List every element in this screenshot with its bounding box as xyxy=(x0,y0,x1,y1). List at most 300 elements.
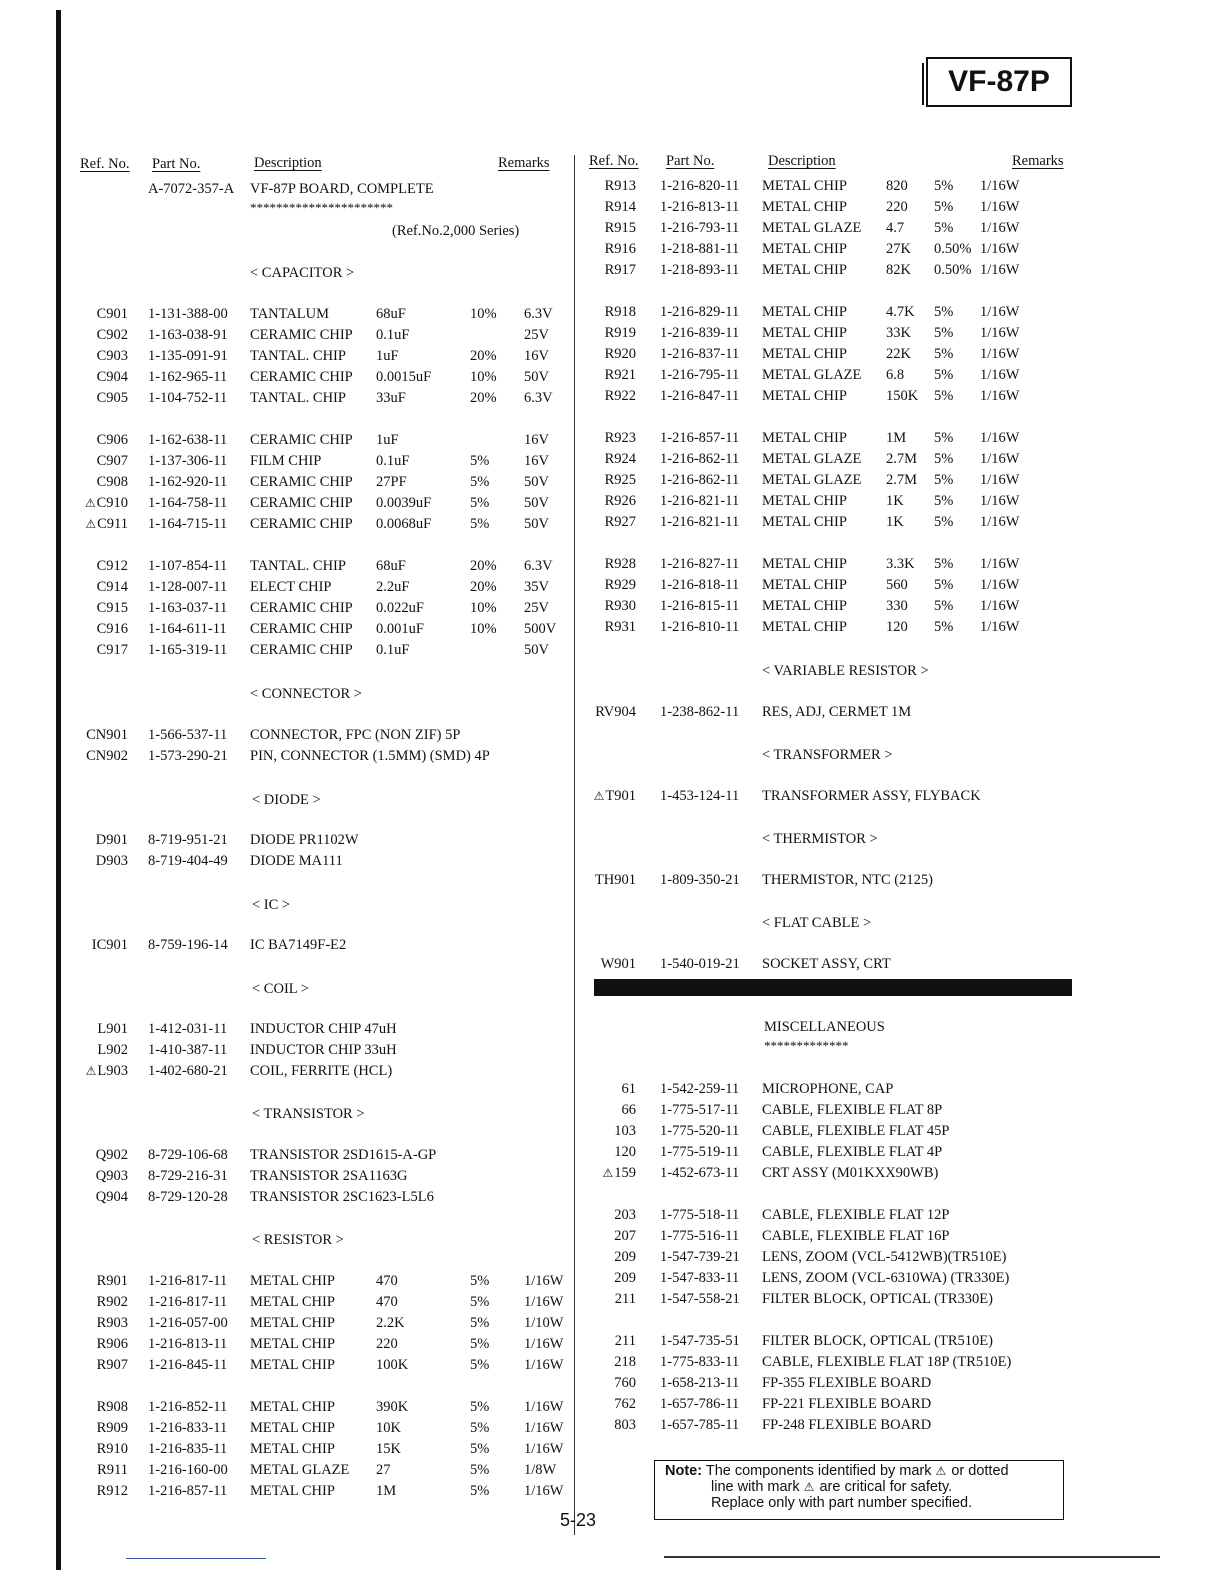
ref-no: R917 xyxy=(604,262,636,278)
description: METAL CHIP xyxy=(762,619,847,635)
description: METAL CHIP xyxy=(250,1315,335,1331)
part-no: 1-216-837-11 xyxy=(660,346,740,362)
description: CABLE, FLEXIBLE FLAT 4P xyxy=(762,1144,943,1160)
description: METAL CHIP xyxy=(762,598,847,614)
ref-no: TH901 xyxy=(594,872,636,888)
rating: 1/16W xyxy=(980,325,1020,341)
description: TRANSISTOR 2SA1163G xyxy=(250,1168,408,1184)
rating: 1/16W xyxy=(980,262,1020,278)
ref-no: R918 xyxy=(604,304,636,320)
part-no: 1-216-847-11 xyxy=(660,388,740,404)
value: 1uF xyxy=(376,348,399,364)
part-no: 1-216-057-00 xyxy=(148,1315,228,1331)
ref-no: R919 xyxy=(604,325,636,341)
value: 27PF xyxy=(376,474,407,490)
part-no: 1-547-558-21 xyxy=(660,1291,740,1307)
description: CERAMIC CHIP xyxy=(250,621,353,637)
description: CABLE, FLEXIBLE FLAT 12P xyxy=(762,1207,950,1223)
tolerance: 5% xyxy=(470,1273,490,1289)
board-series: (Ref.No.2,000 Series) xyxy=(392,223,520,239)
note-line3: Replace only with part number specified. xyxy=(711,1495,973,1511)
page-number: 5-23 xyxy=(560,1510,597,1530)
rating: 1/16W xyxy=(980,619,1020,635)
tolerance: 5% xyxy=(934,430,954,446)
description: CRT ASSY (M01KXX90WB) xyxy=(762,1165,939,1181)
part-no: 1-658-213-11 xyxy=(660,1375,740,1391)
rating: 16V xyxy=(524,453,549,469)
description: CONNECTOR, FPC (NON ZIF) 5P xyxy=(250,727,461,743)
section-miscellaneous: MISCELLANEOUS xyxy=(764,1019,885,1035)
description: INDUCTOR CHIP 47uH xyxy=(250,1021,397,1037)
section-connector: < CONNECTOR > xyxy=(250,686,362,702)
part-no: 1-216-821-11 xyxy=(660,493,740,509)
rating: 1/16W xyxy=(980,304,1020,320)
tolerance: 5% xyxy=(470,1399,490,1415)
value: 150K xyxy=(886,388,919,404)
value: 470 xyxy=(376,1294,398,1310)
rating: 1/16W xyxy=(980,199,1020,215)
part-no: 1-162-965-11 xyxy=(148,369,228,385)
description: METAL CHIP xyxy=(250,1336,335,1352)
ref-no: 120 xyxy=(614,1144,636,1160)
ref-no: C901 xyxy=(96,306,128,322)
header-part-no-right: Part No. xyxy=(666,153,715,169)
part-no: 1-216-795-11 xyxy=(660,367,740,383)
value: 2.2K xyxy=(376,1315,405,1331)
ref-no: R920 xyxy=(604,346,636,362)
part-no: 1-107-854-11 xyxy=(148,558,228,574)
description: METAL CHIP xyxy=(250,1399,335,1415)
rating: 500V xyxy=(524,621,557,637)
rating: 50V xyxy=(524,474,549,490)
tolerance: 5% xyxy=(934,304,954,320)
ref-no: R930 xyxy=(604,598,636,614)
description: METAL CHIP xyxy=(762,346,847,362)
part-no: 1-162-638-11 xyxy=(148,432,228,448)
section-coil: < COIL > xyxy=(252,981,309,997)
tolerance: 5% xyxy=(470,474,490,490)
tolerance: 10% xyxy=(470,621,497,637)
warning-icon: ⚠ xyxy=(935,1464,947,1478)
ref-no: R908 xyxy=(96,1399,128,1415)
description: FILM CHIP xyxy=(250,453,322,469)
part-no: 1-216-857-11 xyxy=(148,1483,228,1499)
part-no: 8-729-120-28 xyxy=(148,1189,228,1205)
description: FP-221 FLEXIBLE BOARD xyxy=(762,1396,932,1412)
description: PIN, CONNECTOR (1.5MM) (SMD) 4P xyxy=(250,748,490,764)
ref-no: 209 xyxy=(614,1249,636,1265)
rating: 1/16W xyxy=(980,514,1020,530)
tolerance: 5% xyxy=(934,556,954,572)
tolerance: 5% xyxy=(470,1357,490,1373)
value: 3.3K xyxy=(886,556,915,572)
rating: 1/16W xyxy=(980,430,1020,446)
tolerance: 5% xyxy=(934,451,954,467)
description: CABLE, FLEXIBLE FLAT 18P (TR510E) xyxy=(762,1354,1012,1370)
part-no: 1-216-839-11 xyxy=(660,325,740,341)
part-no: 1-216-817-11 xyxy=(148,1273,228,1289)
description: METAL GLAZE xyxy=(250,1462,350,1478)
rating: 1/16W xyxy=(980,451,1020,467)
description: FILTER BLOCK, OPTICAL (TR330E) xyxy=(762,1291,993,1307)
value: 4.7 xyxy=(886,220,905,236)
description: METAL CHIP xyxy=(762,241,847,257)
tolerance: 20% xyxy=(470,348,497,364)
ref-no: R907 xyxy=(96,1357,128,1373)
part-no: 1-216-835-11 xyxy=(148,1441,228,1457)
note-line2b: are critical for safety. xyxy=(819,1479,953,1495)
description: FILTER BLOCK, OPTICAL (TR510E) xyxy=(762,1333,993,1349)
rating: 35V xyxy=(524,579,549,595)
value: 1K xyxy=(886,514,904,530)
description: CERAMIC CHIP xyxy=(250,495,353,511)
section-thermistor: < THERMISTOR > xyxy=(762,831,878,847)
tolerance: 20% xyxy=(470,579,497,595)
value: 68uF xyxy=(376,558,406,574)
ref-no: R921 xyxy=(604,367,636,383)
part-no: 1-137-306-11 xyxy=(148,453,228,469)
ref-no: R923 xyxy=(604,430,636,446)
ref-no: C904 xyxy=(96,369,128,385)
warning-icon: ⚠ xyxy=(803,1480,815,1494)
ref-no: RV904 xyxy=(595,704,636,720)
ref-no: R927 xyxy=(604,514,636,530)
ref-no: R912 xyxy=(96,1483,128,1499)
tolerance: 5% xyxy=(470,495,490,511)
tolerance: 5% xyxy=(934,199,954,215)
ref-no: C916 xyxy=(96,621,128,637)
value: 27K xyxy=(886,241,911,257)
ref-no: R925 xyxy=(604,472,636,488)
ref-no: R901 xyxy=(96,1273,128,1289)
part-no: 1-775-833-11 xyxy=(660,1354,740,1370)
rating: 6.3V xyxy=(524,390,553,406)
description: DIODE MA111 xyxy=(250,853,343,869)
footer-line-left xyxy=(126,1558,266,1559)
ref-no: R928 xyxy=(604,556,636,572)
value: 4.7K xyxy=(886,304,915,320)
rating: 16V xyxy=(524,348,549,364)
part-no: 1-216-862-11 xyxy=(660,472,740,488)
description: IC BA7149F-E2 xyxy=(250,937,347,953)
part-no: 8-719-951-21 xyxy=(148,832,228,848)
warning-icon: ⚠ xyxy=(84,496,96,510)
ref-no: IC901 xyxy=(91,937,128,953)
description: METAL CHIP xyxy=(250,1483,335,1499)
rating: 25V xyxy=(524,327,549,343)
description: CABLE, FLEXIBLE FLAT 45P xyxy=(762,1123,950,1139)
safety-note xyxy=(654,1460,1064,1520)
value: 470 xyxy=(376,1273,398,1289)
description: METAL CHIP xyxy=(762,556,847,572)
part-no: 1-657-785-11 xyxy=(660,1417,740,1433)
description: METAL CHIP xyxy=(250,1294,335,1310)
part-no: 8-729-216-31 xyxy=(148,1168,228,1184)
part-no: 1-547-739-21 xyxy=(660,1249,740,1265)
part-no: 1-216-818-11 xyxy=(660,577,740,593)
value: 27 xyxy=(376,1462,391,1478)
ref-no: L901 xyxy=(97,1021,128,1037)
rating: 6.3V xyxy=(524,558,553,574)
value: 33K xyxy=(886,325,911,341)
footer-line-right xyxy=(664,1556,1160,1558)
ref-no: Q903 xyxy=(95,1168,128,1184)
tolerance: 5% xyxy=(934,619,954,635)
ref-no: R924 xyxy=(604,451,636,467)
tolerance: 5% xyxy=(470,1336,490,1352)
section-diode: < DIODE > xyxy=(252,792,321,808)
description: INDUCTOR CHIP 33uH xyxy=(250,1042,397,1058)
part-no: 1-452-673-11 xyxy=(660,1165,740,1181)
tolerance: 0.50% xyxy=(934,241,972,257)
header-ref-no: Ref. No. xyxy=(80,156,130,172)
rating: 1/16W xyxy=(524,1294,564,1310)
tolerance: 20% xyxy=(470,390,497,406)
value: 2.7M xyxy=(886,451,918,467)
board-part-no: A-7072-357-A xyxy=(148,181,235,197)
ref-no-text: 159 xyxy=(614,1165,636,1181)
description: METAL CHIP xyxy=(762,199,847,215)
part-no: 1-216-852-11 xyxy=(148,1399,228,1415)
rating: 1/16W xyxy=(524,1441,564,1457)
value: 68uF xyxy=(376,306,406,322)
ref-no: 209 xyxy=(614,1270,636,1286)
part-no: 1-775-516-11 xyxy=(660,1228,740,1244)
value: 0.0039uF xyxy=(376,495,432,511)
ref-no: C905 xyxy=(96,390,128,406)
ref-no-text: L903 xyxy=(97,1063,128,1079)
part-no: 1-775-517-11 xyxy=(660,1102,740,1118)
value: 120 xyxy=(886,619,908,635)
note-line1b: or dotted xyxy=(951,1463,1009,1479)
value: 1uF xyxy=(376,432,399,448)
ref-no: R902 xyxy=(96,1294,128,1310)
value: 220 xyxy=(886,199,908,215)
part-no: 1-775-518-11 xyxy=(660,1207,740,1223)
part-no: 1-573-290-21 xyxy=(148,748,228,764)
value: 330 xyxy=(886,598,908,614)
description: METAL CHIP xyxy=(762,262,847,278)
part-no: 1-216-160-00 xyxy=(148,1462,228,1478)
section-variable-resistor: < VARIABLE RESISTOR > xyxy=(762,663,929,679)
description: METAL GLAZE xyxy=(762,220,862,236)
part-no: 1-542-259-11 xyxy=(660,1081,740,1097)
ref-no: C915 xyxy=(96,600,128,616)
description: METAL CHIP xyxy=(762,178,847,194)
tolerance: 5% xyxy=(470,1315,490,1331)
part-no: 1-164-715-11 xyxy=(148,516,228,532)
ref-no: 203 xyxy=(614,1207,636,1223)
description: DIODE PR1102W xyxy=(250,832,359,848)
ref-no: 760 xyxy=(614,1375,636,1391)
rating: 1/8W xyxy=(524,1462,557,1478)
rating: 1/16W xyxy=(980,556,1020,572)
ref-no xyxy=(570,786,636,807)
tolerance: 5% xyxy=(934,577,954,593)
value: 2.7M xyxy=(886,472,918,488)
part-no: 8-729-106-68 xyxy=(148,1147,228,1163)
value: 0.1uF xyxy=(376,642,410,658)
value: 560 xyxy=(886,577,908,593)
part-no: 1-131-388-00 xyxy=(148,306,228,322)
description: TANTALUM xyxy=(250,306,330,322)
section-transformer: < TRANSFORMER > xyxy=(762,747,893,763)
rating: 1/16W xyxy=(980,598,1020,614)
section-resistor: < RESISTOR > xyxy=(252,1232,344,1248)
ref-no: CN902 xyxy=(86,748,128,764)
ref-no: R931 xyxy=(604,619,636,635)
tolerance: 10% xyxy=(470,306,497,322)
tolerance: 5% xyxy=(934,367,954,383)
part-no: 1-218-893-11 xyxy=(660,262,740,278)
description: LENS, ZOOM (VCL-6310WA) (TR330E) xyxy=(762,1270,1010,1286)
ref-no: R926 xyxy=(604,493,636,509)
section-misc-stars: ************* xyxy=(764,1038,849,1053)
description: CABLE, FLEXIBLE FLAT 16P xyxy=(762,1228,950,1244)
description: ELECT CHIP xyxy=(250,579,332,595)
warning-icon: ⚠ xyxy=(85,1064,97,1078)
ref-no: Q904 xyxy=(95,1189,128,1205)
tolerance: 5% xyxy=(934,472,954,488)
part-no: 1-128-007-11 xyxy=(148,579,228,595)
description: TANTAL. CHIP xyxy=(250,348,346,364)
rating: 1/16W xyxy=(980,346,1020,362)
ref-no: R929 xyxy=(604,577,636,593)
description: TRANSFORMER ASSY, FLYBACK xyxy=(762,788,981,804)
warning-icon: ⚠ xyxy=(602,1166,614,1180)
part-no: 1-164-611-11 xyxy=(148,621,227,637)
rating: 16V xyxy=(524,432,549,448)
description: FP-248 FLEXIBLE BOARD xyxy=(762,1417,932,1433)
value: 15K xyxy=(376,1441,401,1457)
rating: 1/16W xyxy=(980,388,1020,404)
ref-no xyxy=(60,514,128,535)
ref-no: 211 xyxy=(614,1333,636,1349)
description: TANTAL. CHIP xyxy=(250,390,346,406)
model-label: VF-87P xyxy=(948,65,1050,98)
part-no: 1-775-519-11 xyxy=(660,1144,740,1160)
value: 820 xyxy=(886,178,908,194)
description: CERAMIC CHIP xyxy=(250,327,353,343)
tolerance: 0.50% xyxy=(934,262,972,278)
tolerance: 5% xyxy=(470,1462,490,1478)
part-no: 1-547-735-51 xyxy=(660,1333,740,1349)
part-no: 1-566-537-11 xyxy=(148,727,228,743)
tolerance: 5% xyxy=(470,1441,490,1457)
value: 0.1uF xyxy=(376,327,410,343)
note-line2a: line with mark xyxy=(711,1479,800,1495)
part-no: 1-216-857-11 xyxy=(660,430,740,446)
ref-no-text: C910 xyxy=(96,495,128,511)
description: TANTAL. CHIP xyxy=(250,558,346,574)
ref-no: 103 xyxy=(614,1123,636,1139)
part-no: 1-238-862-11 xyxy=(660,704,740,720)
description: METAL CHIP xyxy=(762,493,847,509)
ref-no: L902 xyxy=(97,1042,128,1058)
tolerance: 5% xyxy=(934,178,954,194)
note-line1a: The components identified by mark xyxy=(705,1463,932,1479)
ref-no: R909 xyxy=(96,1420,128,1436)
note-label: Note: xyxy=(665,1463,703,1479)
rating: 1/10W xyxy=(524,1315,564,1331)
ref-no-text: T901 xyxy=(605,788,636,804)
description: LENS, ZOOM (VCL-5412WB)(TR510E) xyxy=(762,1249,1007,1265)
part-no: 1-216-813-11 xyxy=(660,199,740,215)
tolerance: 5% xyxy=(934,388,954,404)
ref-no: 803 xyxy=(614,1417,636,1433)
description: RES, ADJ, CERMET 1M xyxy=(762,704,912,720)
tolerance: 20% xyxy=(470,558,497,574)
ref-no: C907 xyxy=(96,453,128,469)
rating: 50V xyxy=(524,495,549,511)
description: METAL CHIP xyxy=(762,514,847,530)
rating: 1/16W xyxy=(980,493,1020,509)
ref-no xyxy=(60,493,128,514)
rating: 1/16W xyxy=(524,1399,564,1415)
ref-no: C914 xyxy=(96,579,128,595)
description: METAL CHIP xyxy=(762,577,847,593)
description: TRANSISTOR 2SC1623-L5L6 xyxy=(250,1189,434,1205)
rating: 1/16W xyxy=(980,577,1020,593)
rating: 1/16W xyxy=(524,1483,564,1499)
part-no: 1-540-019-21 xyxy=(660,956,740,972)
tolerance: 5% xyxy=(470,1483,490,1499)
header-remarks-right: Remarks xyxy=(1012,153,1064,169)
tolerance: 5% xyxy=(934,220,954,236)
tolerance: 5% xyxy=(934,493,954,509)
part-no: 1-135-091-91 xyxy=(148,348,228,364)
part-no: 1-216-833-11 xyxy=(148,1420,228,1436)
section-ic: < IC > xyxy=(252,897,291,913)
description: METAL GLAZE xyxy=(762,367,862,383)
value: 0.022uF xyxy=(376,600,424,616)
part-no: 1-402-680-21 xyxy=(148,1063,228,1079)
header-remarks: Remarks xyxy=(498,155,550,171)
ref-no-text: C911 xyxy=(97,516,128,532)
part-no: 1-216-810-11 xyxy=(660,619,740,635)
description: CERAMIC CHIP xyxy=(250,432,353,448)
tolerance: 5% xyxy=(470,453,490,469)
part-no: 1-216-845-11 xyxy=(148,1357,228,1373)
description: METAL CHIP xyxy=(762,304,847,320)
rating: 1/16W xyxy=(524,1336,564,1352)
value: 100K xyxy=(376,1357,409,1373)
description: METAL CHIP xyxy=(250,1357,335,1373)
description: FP-355 FLEXIBLE BOARD xyxy=(762,1375,932,1391)
ref-no: W901 xyxy=(600,956,636,972)
section-flat-cable: < FLAT CABLE > xyxy=(762,915,872,931)
part-no: 1-216-815-11 xyxy=(660,598,740,614)
description: CERAMIC CHIP xyxy=(250,369,353,385)
value: 1M xyxy=(376,1483,397,1499)
part-no: 1-163-037-11 xyxy=(148,600,228,616)
header-description-right: Description xyxy=(768,153,836,169)
rating: 1/16W xyxy=(980,472,1020,488)
part-no: 1-809-350-21 xyxy=(660,872,740,888)
part-no: 1-216-820-11 xyxy=(660,178,740,194)
ref-no: R913 xyxy=(604,178,636,194)
tolerance: 5% xyxy=(470,1420,490,1436)
rating: 50V xyxy=(524,369,549,385)
ref-no: 211 xyxy=(614,1291,636,1307)
ref-no: Q902 xyxy=(95,1147,128,1163)
tolerance: 5% xyxy=(934,598,954,614)
description: CABLE, FLEXIBLE FLAT 8P xyxy=(762,1102,943,1118)
description: CERAMIC CHIP xyxy=(250,642,353,658)
value: 0.001uF xyxy=(376,621,424,637)
rating: 50V xyxy=(524,516,549,532)
value: 220 xyxy=(376,1336,398,1352)
